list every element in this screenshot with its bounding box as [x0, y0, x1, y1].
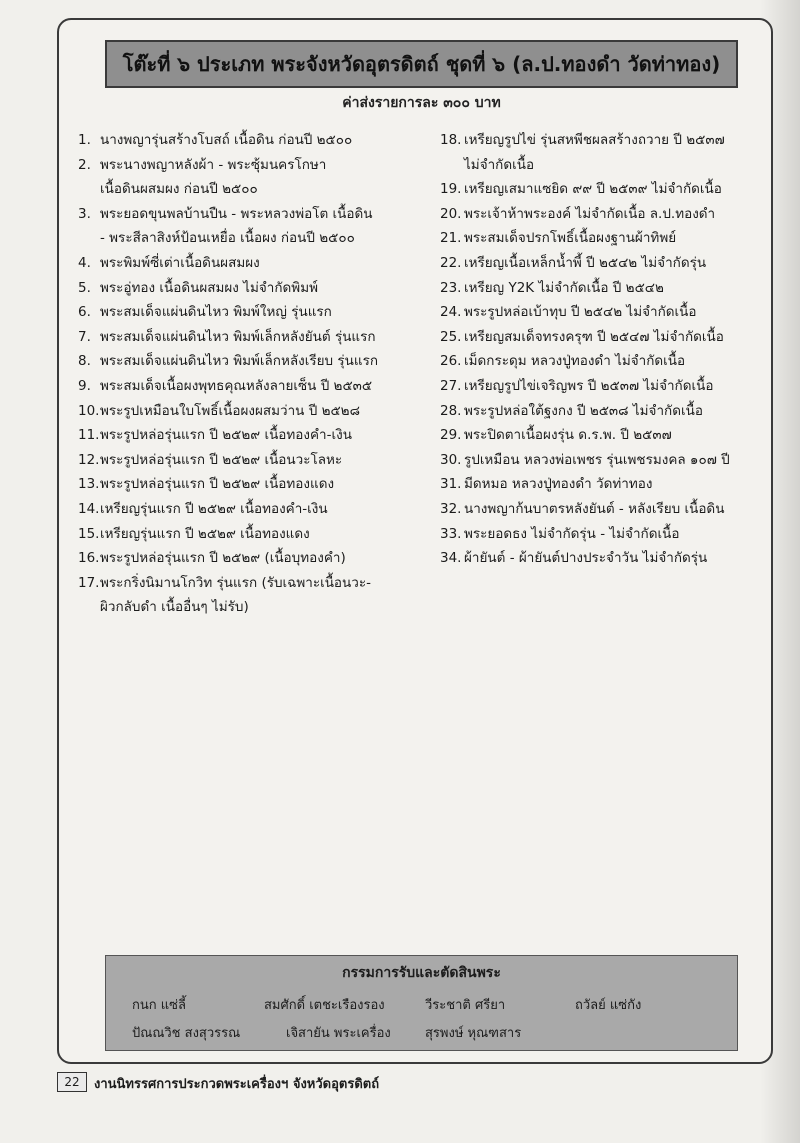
page-number: 22 [57, 1072, 87, 1092]
item-text [100, 276, 428, 301]
item-line: เหรียญสมเด็จทรงครุฑ ปี ๒๕๔๗ ไม่จำกัดเนื้อ [464, 328, 724, 345]
item-line: เหรียญ Y2K ไม่จำกัดเนื้อ ปี ๒๕๔๒ [464, 279, 664, 296]
item-text [100, 423, 428, 448]
committee-member: สุรพงษ์ หุณฑสาร [425, 1026, 522, 1041]
list-item [440, 399, 762, 424]
item-text [464, 472, 762, 497]
item-number: 29. [440, 427, 462, 444]
item-line: พระอู่ทอง เนื้อดินผสมผง ไม่จำกัดพิมพ์ [100, 279, 319, 296]
item-number: 16. [78, 550, 100, 567]
item-line: เหรียญรุ่นแรก ปี ๒๕๒๙ เนื้อทองคำ-เงิน [100, 500, 328, 517]
list-item [440, 300, 762, 325]
item-text [464, 276, 762, 301]
list-item [440, 349, 762, 374]
item-text [464, 448, 762, 473]
item-number: 14. [78, 500, 100, 517]
item-text [100, 202, 428, 251]
list-item [78, 202, 428, 251]
item-text [100, 325, 428, 350]
list-item [78, 472, 428, 497]
item-number: 4. [78, 254, 91, 271]
list-item [78, 300, 428, 325]
item-text [464, 226, 762, 251]
item-text [100, 153, 428, 202]
committee-member: เจิสายัน พระเครื่อง [286, 1026, 391, 1041]
list-item [440, 522, 762, 547]
item-text [100, 374, 428, 399]
item-text [100, 399, 428, 424]
item-line: เหรียญรุ่นแรก ปี ๒๕๒๙ เนื้อทองแดง [100, 525, 310, 542]
item-text [464, 349, 762, 374]
list-item [78, 276, 428, 301]
item-number: 7. [78, 328, 91, 345]
item-line: นางพญาก้นบาตรหลังยันต์ - หลังเรียบ เนื้อดิน [464, 500, 725, 517]
item-line: มีดหมอ หลวงปู่ทองดำ วัดท่าทอง [464, 476, 653, 493]
list-item [440, 374, 762, 399]
committee-member: ถวัลย์ แซ่กัง [575, 998, 642, 1013]
item-line: พระยอดขุนพลบ้านปืน - พระหลวงพ่อโต เนื้อดิน [100, 205, 373, 222]
list-item [440, 325, 762, 350]
item-line: นางพญารุ่นสร้างโบสถ์ เนื้อดิน ก่อนปี ๒๕๐๐ [100, 132, 353, 148]
item-line: พระรูปหล่อรุ่นแรก ปี ๒๕๒๙ (เนื้อบุทองคำ) [100, 550, 346, 567]
item-number: 1. [78, 132, 91, 148]
list-item [440, 251, 762, 276]
item-number: 13. [78, 476, 100, 493]
item-number: 6. [78, 304, 91, 321]
item-number: 26. [440, 353, 462, 370]
item-number: 22. [440, 254, 462, 271]
item-text [100, 546, 428, 571]
item-text [100, 522, 428, 547]
item-line: พระรูปหล่อรุ่นแรก ปี ๒๕๒๙ เนื้อทองแดง [100, 476, 335, 493]
list-item [78, 349, 428, 374]
item-line: พระสมเด็จแผ่นดินไหว พิมพ์ใหญ่ รุ่นแรก [100, 304, 332, 321]
item-text [100, 571, 428, 620]
item-number: 17. [78, 574, 100, 591]
item-line: พระยอดธง ไม่จำกัดรุ่น - ไม่จำกัดเนื้อ [464, 525, 680, 542]
item-number: 21. [440, 230, 462, 247]
item-text [464, 300, 762, 325]
item-line: พระรูปหล่อรุ่นแรก ปี ๒๕๒๙ เนื้อทองคำ-เงิน [100, 427, 352, 444]
item-number: 3. [78, 205, 91, 222]
list-item [440, 472, 762, 497]
item-number: 24. [440, 304, 462, 321]
item-text [464, 325, 762, 350]
item-number: 19. [440, 181, 462, 198]
item-line: พระกริ่งนิมานโกวิท รุ่นแรก (รับเฉพาะเนื้อนวะ- [100, 574, 371, 591]
item-line: พระรูปหล่อใต้ฐงกง ปี ๒๕๓๘ ไม่จำกัดเนื้อ [464, 402, 703, 419]
item-text [100, 128, 428, 153]
list-item [78, 374, 428, 399]
item-number: 34. [440, 550, 462, 567]
item-line: ไม่จำกัดเนื้อ [464, 156, 535, 173]
committee-member: กนก แซ่ลี้ [132, 998, 186, 1013]
item-text [100, 251, 428, 276]
committee-member: สมศักดิ์ เตชะเรืองรอง [264, 998, 385, 1013]
list-item [78, 497, 428, 522]
list-item [440, 177, 762, 202]
item-list-right [440, 128, 762, 571]
list-item [78, 325, 428, 350]
item-text [100, 300, 428, 325]
footer-title: งานนิทรรศการประกวดพระเครื่องฯ จังหวัดอุตรดิตถ์ [94, 1077, 380, 1092]
item-line: เนื้อดินผสมผง ก่อนปี ๒๕๐๐ [100, 181, 258, 198]
committee-member: วีระชาติ ศรียา [425, 998, 506, 1013]
item-line: เหรียญเนื้อเหล็กน้ำพี้ ปี ๒๕๔๒ ไม่จำกัดรุ่น [464, 254, 707, 271]
item-line: เหรียญรูปไข่ รุ่นสหพีชผลสร้างถวาย ปี ๒๕๓๗ [464, 132, 725, 148]
item-line: พระรูปหล่อเบ้าทุบ ปี ๒๕๔๒ ไม่จำกัดเนื้อ [464, 304, 697, 321]
item-text [464, 251, 762, 276]
item-text [100, 349, 428, 374]
item-text [464, 399, 762, 424]
item-line: ผ้ายันต์ - ผ้ายันต์ปางประจำวัน ไม่จำกัดรุ่น [464, 550, 708, 567]
list-item [78, 448, 428, 473]
table-title: โต๊ะที่ ๖ ประเภท พระจังหวัดอุตรดิตถ์ ชุดที่ ๖ (ล.ป.ทองดำ วัดท่าทอง) [122, 52, 721, 76]
list-item [440, 202, 762, 227]
list-item [78, 423, 428, 448]
item-number: 2. [78, 156, 91, 173]
item-number: 8. [78, 353, 91, 370]
item-number: 25. [440, 328, 462, 345]
list-item [78, 399, 428, 424]
item-line: - พระสีลาสิงห์ป้อนเหยื่อ เนื้อผง ก่อนปี ๒๕๐๐ [100, 230, 355, 247]
list-item [78, 128, 428, 153]
shipping-fee-note: ค่าส่งรายการละ ๓๐๐ บาท [342, 95, 501, 111]
list-item [440, 128, 762, 177]
list-item [440, 423, 762, 448]
item-line: พระเจ้าห้าพระองค์ ไม่จำกัดเนื้อ ล.ป.ทองดำ [464, 205, 716, 222]
list-item [440, 546, 762, 571]
item-text [464, 423, 762, 448]
item-number: 5. [78, 279, 91, 296]
committee-title: กรรมการรับและตัดสินพระ [342, 965, 501, 981]
item-number: 27. [440, 377, 462, 394]
item-number: 10. [78, 402, 100, 419]
item-number: 9. [78, 377, 91, 394]
item-number: 31. [440, 476, 462, 493]
item-line: พระนางพญาหลังผ้า - พระซุ้มนครโกษา [100, 156, 327, 173]
item-text [100, 472, 428, 497]
item-line: พระสมเด็จแผ่นดินไหว พิมพ์เล็กหลังเรียบ รุ่นแรก [100, 353, 378, 370]
table-title-banner [105, 40, 738, 88]
item-text [464, 374, 762, 399]
committee-member: ปัณณวิช สงสุวรรณ [132, 1026, 241, 1041]
item-line: เหรียญรูปไข่เจริญพร ปี ๒๕๓๗ ไม่จำกัดเนื้อ [464, 377, 714, 394]
item-list-left [78, 128, 428, 620]
list-item [78, 153, 428, 202]
item-text [100, 448, 428, 473]
item-line: พระสมเด็จเนื้อผงพุทธคุณหลังลายเซ็น ปี ๒๕๓๕ [100, 377, 373, 394]
item-text [464, 128, 762, 177]
item-number: 12. [78, 451, 100, 468]
item-line: พระพิมพ์ซี่เต่าเนื้อดินผสมผง [100, 254, 260, 271]
item-line: ผิวกลับดำ เนื้ออื่นๆ ไม่รับ) [100, 599, 249, 616]
list-item [440, 448, 762, 473]
item-number: 32. [440, 500, 462, 517]
list-item [78, 251, 428, 276]
item-number: 30. [440, 451, 462, 468]
list-item [78, 571, 428, 620]
item-text [464, 546, 762, 571]
item-text [464, 522, 762, 547]
item-line: พระรูปหล่อรุ่นแรก ปี ๒๕๒๙ เนื้อนวะโลหะ [100, 451, 343, 468]
item-text [464, 497, 762, 522]
list-item [78, 546, 428, 571]
item-line: เหรียญเสมาแซยิด ๙๙ ปี ๒๕๓๙ ไม่จำกัดเนื้อ [464, 181, 722, 198]
item-line: พระสมเด็จแผ่นดินไหว พิมพ์เล็กหลังยันต์ รุ่นแรก [100, 328, 376, 345]
item-number: 18. [440, 132, 462, 148]
item-number: 23. [440, 279, 462, 296]
list-item [78, 522, 428, 547]
judging-committee-box [105, 955, 738, 1051]
item-number: 33. [440, 525, 462, 542]
item-line: รูปเหมือน หลวงพ่อเพชร รุ่นเพชรมงคล ๑๐๗ ปี [464, 451, 730, 468]
item-number: 15. [78, 525, 100, 542]
item-text [464, 202, 762, 227]
item-line: เม็ดกระดุม หลวงปู่ทองดำ ไม่จำกัดเนื้อ [464, 353, 686, 370]
item-text [100, 497, 428, 522]
item-text [464, 177, 762, 202]
item-number: 11. [78, 427, 100, 444]
item-line: พระสมเด็จปรกโพธิ์เนื้อผงฐานผ้าทิพย์ [464, 230, 677, 247]
list-item [440, 497, 762, 522]
list-item [440, 276, 762, 301]
item-number: 20. [440, 205, 462, 222]
item-line: พระรูปเหมือนใบโพธิ์เนื้อผงผสมว่าน ปี ๒๕๒๘ [100, 402, 360, 419]
item-line: พระปิดตาเนื้อผงรุ่น ด.ร.พ. ปี ๒๕๓๗ [464, 427, 672, 444]
item-number: 28. [440, 402, 462, 419]
list-item [440, 226, 762, 251]
